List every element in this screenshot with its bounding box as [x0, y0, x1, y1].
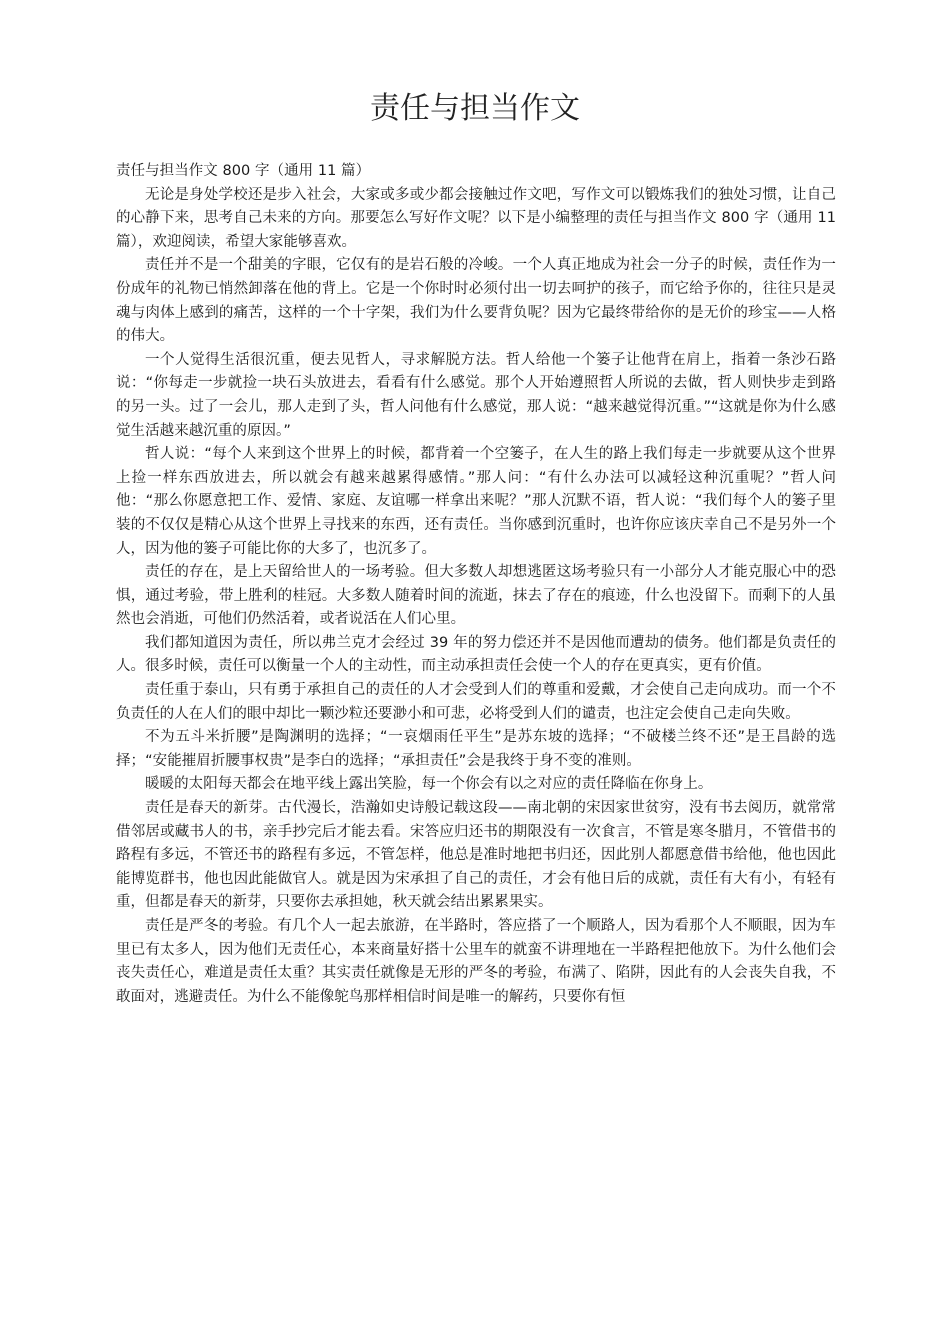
paragraph: 责任重于泰山，只有勇于承担自己的责任的人才会受到人们的尊重和爱戴，才会使自己走向成功。而一个不负责任的人在人们的眼中却比一颗沙粒还要渺小和可悲，必将受到人们的谴责，也注定会使自己走向失败。 [116, 682, 836, 722]
paragraph: 责任并不是一个甜美的字眼，它仅有的是岩石般的冷峻。一个人真正地成为社会一分子的时候，责任作为一份成年的礼物已悄然卸落在他的背上。它是一个你时时必须付出一切去呵护的孩子，而它给予你的，往往只是灵魂与肉体上感到的痛苦，这样的一个十字架，我们为什么要背负呢？因为它最终带给你的是无价的珍宝——人格的伟大。 [116, 257, 836, 345]
paragraph: 我们都知道因为责任，所以弗兰克才会经过 39 年的努力偿还并不是因他而遭劫的债务。他们都是负责任的人。很多时候，责任可以衡量一个人的主动性，而主动承担责任会使一个人的存在更真实，更有价值。 [116, 634, 836, 675]
document-body [116, 160, 836, 1009]
document-subtitle: 责任与担当作文 800 字（通用 11 篇） [116, 163, 371, 179]
paragraph: 责任是严冬的考验。有几个人一起去旅游，在半路时，答应搭了一个顺路人，因为看那个人不顺眼，因为车里已有太多人，因为他们无责任心，本来商量好搭十公里车的就蛮不讲理地在一半路程把他放下。为什么他们会丧失责任心，难道是责任太重？其实责任就像是无形的严冬的考验，布满了、陷阱，因此有的人会丧失自我，不敢面对，逃避责任。为什么不能像鸵鸟那样相信时间是唯一的解药，只要你有恒 [116, 918, 836, 1005]
paragraph: 哲人说：“每个人来到这个世界上的时候，都背着一个空篓子，在人生的路上我们每走一步就要从这个世界上捡一样东西放进去，所以就会有越来越累得感情。”那人问：“有什么办法可以减轻这种沉重呢？”哲人问他：“那么你愿意把工作、爱情、家庭、友谊哪一样拿出来呢？”那人沉默不语，哲人说：“我们每个人的篓子里装的不仅仅是精心从这个世界上寻找来的东西，还有责任。当你感到沉重时，也许你应该庆幸自己不是另外一个人，因为他的篓子可能比你的大多了，也沉多了。 [116, 446, 836, 557]
paragraph: 一个人觉得生活很沉重，便去见哲人，寻求解脱方法。哲人给他一个篓子让他背在肩上，指着一条沙石路说：“你每走一步就捡一块石头放进去，看看有什么感觉。那个人开始遵照哲人所说的去做，哲人则快步走到路的另一头。过了一会儿，那人走到了头，哲人问他有什么感觉，那人说：“越来越觉得沉重。”“这就是你为什么感觉生活越来越沉重的原因。” [116, 351, 836, 439]
paragraph: 无论是身处学校还是步入社会，大家或多或少都会接触过作文吧，写作文可以锻炼我们的独处习惯，让自己的心静下来，思考自己未来的方向。那要怎么写好作文呢？以下是小编整理的责任与担当作文 800 字（通用 11 篇），欢迎阅读，希望大家能够喜欢。 [116, 186, 836, 250]
paragraph: 不为五斗米折腰”是陶渊明的选择；“一哀烟雨任平生”是苏东坡的选择；“不破楼兰终不还”是王昌龄的选择；“安能摧眉折腰事权贵”是李白的选择；“承担责任”会是我终于身不变的准则。 [116, 729, 836, 769]
paragraph: 责任的存在，是上天留给世人的一场考验。但大多数人却想逃匿这场考验只有一小部分人才能克服心中的恐惧，通过考验，带上胜利的桂冠。大多数人随着时间的流逝，抹去了存在的痕迹，什么也没留下。而剩下的人虽然也会消逝，可他们仍然活着，或者说活在人们心里。 [116, 564, 836, 628]
document-title: 责任与担当作文 [370, 91, 580, 126]
paragraph: 责任是春天的新芽。古代漫长，浩瀚如史诗般记载这段——南北朝的宋因家世贫穷，没有书去阅历，就常常借邻居或藏书人的书，亲手抄完后才能去看。宋答应归还书的期限没有一次食言，不管是寒冬腊月，不管借书的路程有多远，不管还书的路程有多远，不管怎样，他总是准时地把书归还，因此别人都愿意借书给他，他也因此能博览群书，他也因此能做官人。就是因为宋承担了自己的责任，才会有他日后的成就，责任有大有小，有轻有重，但都是春天的新芽，只要你去承担她，秋天就会结出累累果实。 [116, 800, 836, 911]
paragraph: 暖暖的太阳每天都会在地平线上露出笑脸，每一个你会有以之对应的责任降临在你身上。 [145, 776, 713, 793]
